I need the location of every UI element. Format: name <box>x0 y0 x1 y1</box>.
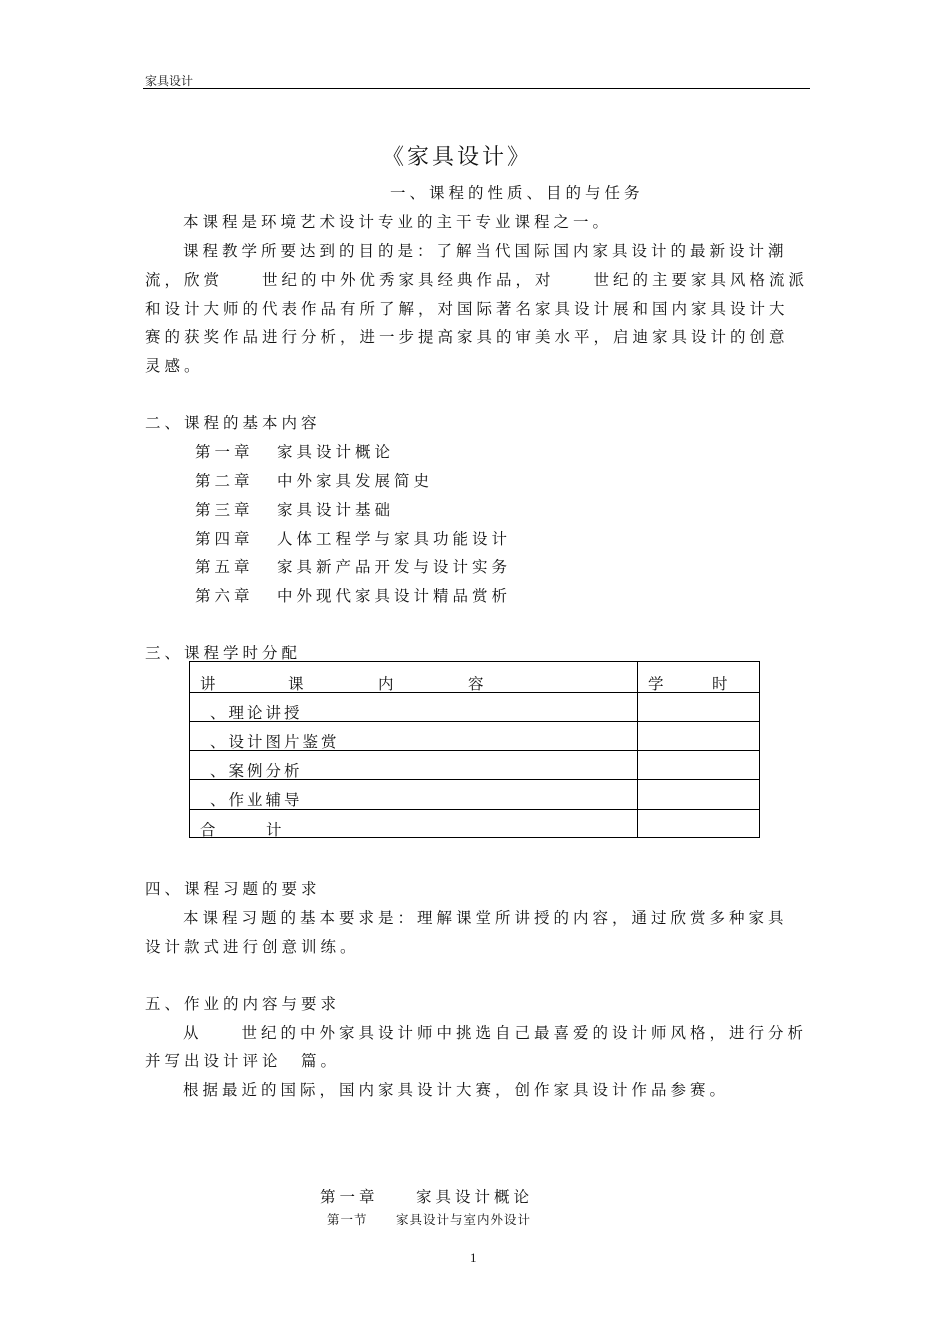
table-row-label: 、案例分析 <box>210 762 303 780</box>
chapter-number: 第一章 <box>195 443 254 461</box>
page-number: 1 <box>470 1250 477 1265</box>
section-1-paragraph-2-line-1: 课程教学所要达到的目的是：了解当代国际国内家具设计的最新设计潮 <box>183 242 788 260</box>
table-row-label: 、设计图片鉴赏 <box>210 733 340 751</box>
section-4-paragraph-line-2: 设计款式进行创意训练。 <box>145 938 360 956</box>
chapter-number: 第五章 <box>195 558 254 576</box>
chapter-title: 家具设计基础 <box>277 501 395 519</box>
table-total-char: 计 <box>266 821 285 839</box>
section-1-paragraph-1: 本课程是环境艺术设计专业的主干专业课程之一。 <box>183 213 613 231</box>
table-header-char: 时 <box>712 675 731 693</box>
section-1-paragraph-2-line-2: 流，欣赏 世纪的中外优秀家具经典作品，对 世纪的主要家具风格流派 <box>145 271 809 289</box>
chapter-title: 人体工程学与家具功能设计 <box>277 530 512 548</box>
section-2-heading: 二、课程的基本内容 <box>145 414 321 432</box>
table-header-char: 学 <box>648 675 667 693</box>
chapter-title: 家具新产品开发与设计实务 <box>277 558 512 576</box>
section-1-heading: 一、课程的性质、目的与任务 <box>390 184 644 202</box>
section-5-heading: 五、作业的内容与要求 <box>145 995 341 1013</box>
chapter-number: 第四章 <box>195 530 254 548</box>
chapter-number: 第六章 <box>195 587 254 605</box>
chapter-number: 第三章 <box>195 501 254 519</box>
chapter-number: 第二章 <box>195 472 254 490</box>
section-4-heading: 四、课程习题的要求 <box>145 880 321 898</box>
chapter-title: 中外现代家具设计精品赏析 <box>277 587 512 605</box>
table-header-char: 内 <box>378 675 397 693</box>
section-5-paragraph-1-line-1: 从 世纪的中外家具设计师中挑选自己最喜爱的设计师风格，进行分析 <box>183 1024 808 1042</box>
section-1-1-number: 第一节 <box>327 1212 368 1227</box>
section-1-paragraph-2-line-3: 和设计大师的代表作品有所了解，对国际著名家具设计展和国内家具设计大 <box>145 300 789 318</box>
document-title: 《家具设计》 <box>382 145 533 170</box>
table-row-label: 、作业辅导 <box>210 791 303 809</box>
table-header-char: 课 <box>288 675 307 693</box>
chapter-1-title: 家具设计概论 <box>416 1188 534 1206</box>
chapter-1-number: 第一章 <box>320 1188 379 1206</box>
section-3-heading: 三、课程学时分配 <box>145 644 302 662</box>
section-5-paragraph-1-line-2: 并写出设计评论 篇。 <box>145 1052 341 1070</box>
chapter-title: 中外家具发展简史 <box>277 472 434 490</box>
section-1-paragraph-2-line-4: 赛的获奖作品进行分析，进一步提高家具的审美水平，启迪家具设计的创意 <box>145 328 789 346</box>
table-total-char: 合 <box>200 821 219 839</box>
section-1-paragraph-2-line-5: 灵感。 <box>145 357 204 375</box>
section-5-paragraph-2: 根据最近的国际，国内家具设计大赛，创作家具设计作品参赛。 <box>183 1081 730 1099</box>
table-header-char: 容 <box>468 675 487 693</box>
running-header: 家具设计 <box>145 74 194 88</box>
section-4-paragraph-line-1: 本课程习题的基本要求是：理解课堂所讲授的内容，通过欣赏多种家具 <box>183 909 788 927</box>
chapter-title: 家具设计概论 <box>277 443 395 461</box>
section-1-1-title: 家具设计与室内外设计 <box>396 1212 532 1227</box>
table-header-char: 讲 <box>200 675 219 693</box>
table-row-label: 、理论讲授 <box>210 704 303 722</box>
header-rule <box>143 88 810 89</box>
hours-table <box>189 661 760 838</box>
